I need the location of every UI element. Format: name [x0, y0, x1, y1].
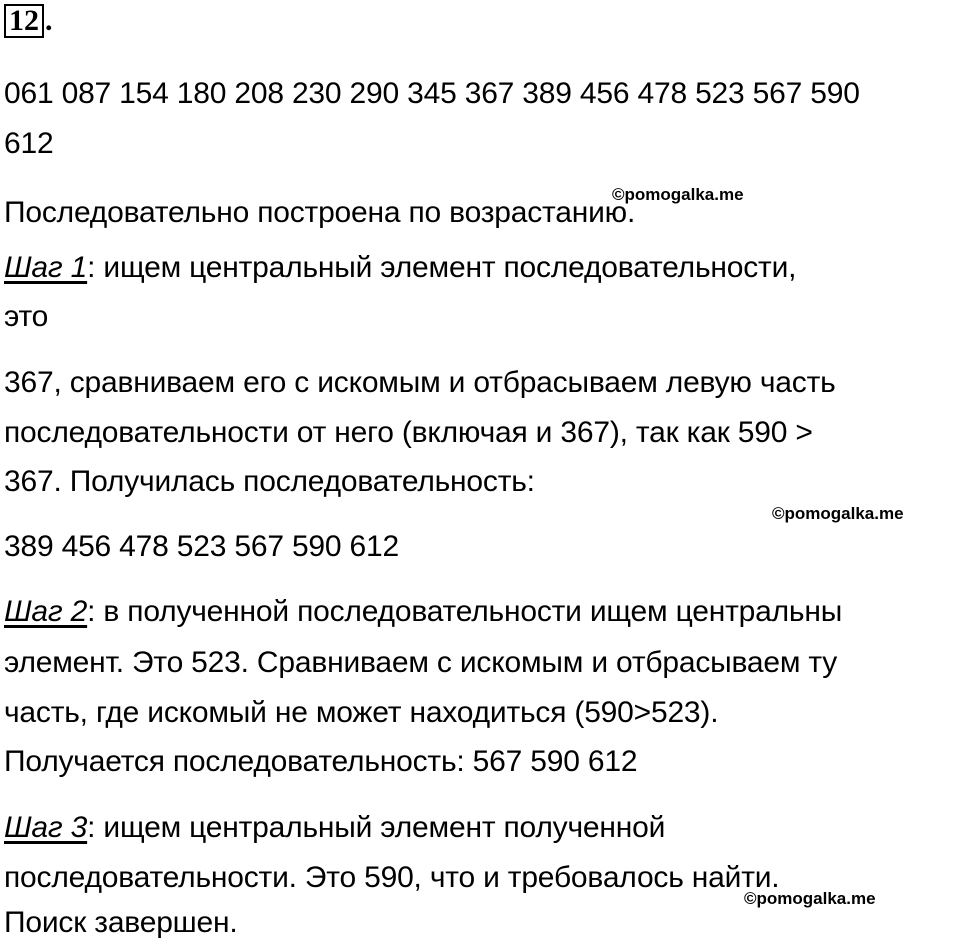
- step1-result: 389 456 478 523 567 590 612: [4, 530, 399, 563]
- step1-line-4: последовательности от него (включая и 367), так как 590 >: [4, 416, 813, 449]
- step1-line-1: [4, 248, 796, 288]
- step3-line-2: последовательности. Это 590, что и требовалось найти.: [4, 861, 780, 894]
- task-number-box: 12: [4, 4, 44, 38]
- step1-line-2: это: [4, 300, 49, 333]
- step2-label: Шаг 2: [4, 595, 88, 628]
- step1-text-1: : ищем центральный элемент последовательности,: [87, 251, 797, 284]
- step2-line-1: [4, 592, 842, 632]
- sequence-line-2: 612: [4, 127, 54, 160]
- step1-label: Шаг 1: [4, 251, 88, 284]
- step3-line-3: Поиск завершен.: [4, 906, 238, 939]
- step3-label: Шаг 3: [4, 811, 88, 844]
- step2-text-1: : в полученной последовательности ищем центральны: [87, 595, 843, 628]
- watermark-2: ©pomogalka.me: [772, 504, 904, 523]
- step1-line-5: 367. Получилась последовательность:: [4, 465, 535, 498]
- watermark-1: ©pomogalka.me: [612, 185, 744, 204]
- task-number: [4, 4, 53, 38]
- task-number-dot: .: [45, 4, 53, 37]
- step2-line-2: элемент. Это 523. Сравниваем с искомым и отбрасываем ту: [4, 646, 838, 679]
- step3-line-1: [4, 808, 665, 848]
- sequence-line-1: 061 087 154 180 208 230 290 345 367 389 456 478 523 567 590: [4, 77, 860, 110]
- step2-line-3: часть, где искомый не может находиться (590>523).: [4, 696, 719, 729]
- step2-line-4: Получается последовательность: 567 590 612: [4, 745, 638, 778]
- watermark-3: ©pomogalka.me: [744, 889, 876, 908]
- ordered-statement: Последовательно построена по возрастанию.: [4, 196, 636, 229]
- step1-line-3: 367, сравниваем его с искомым и отбрасываем левую часть: [4, 366, 836, 399]
- step3-text-1: : ищем центральный элемент полученной: [87, 811, 666, 844]
